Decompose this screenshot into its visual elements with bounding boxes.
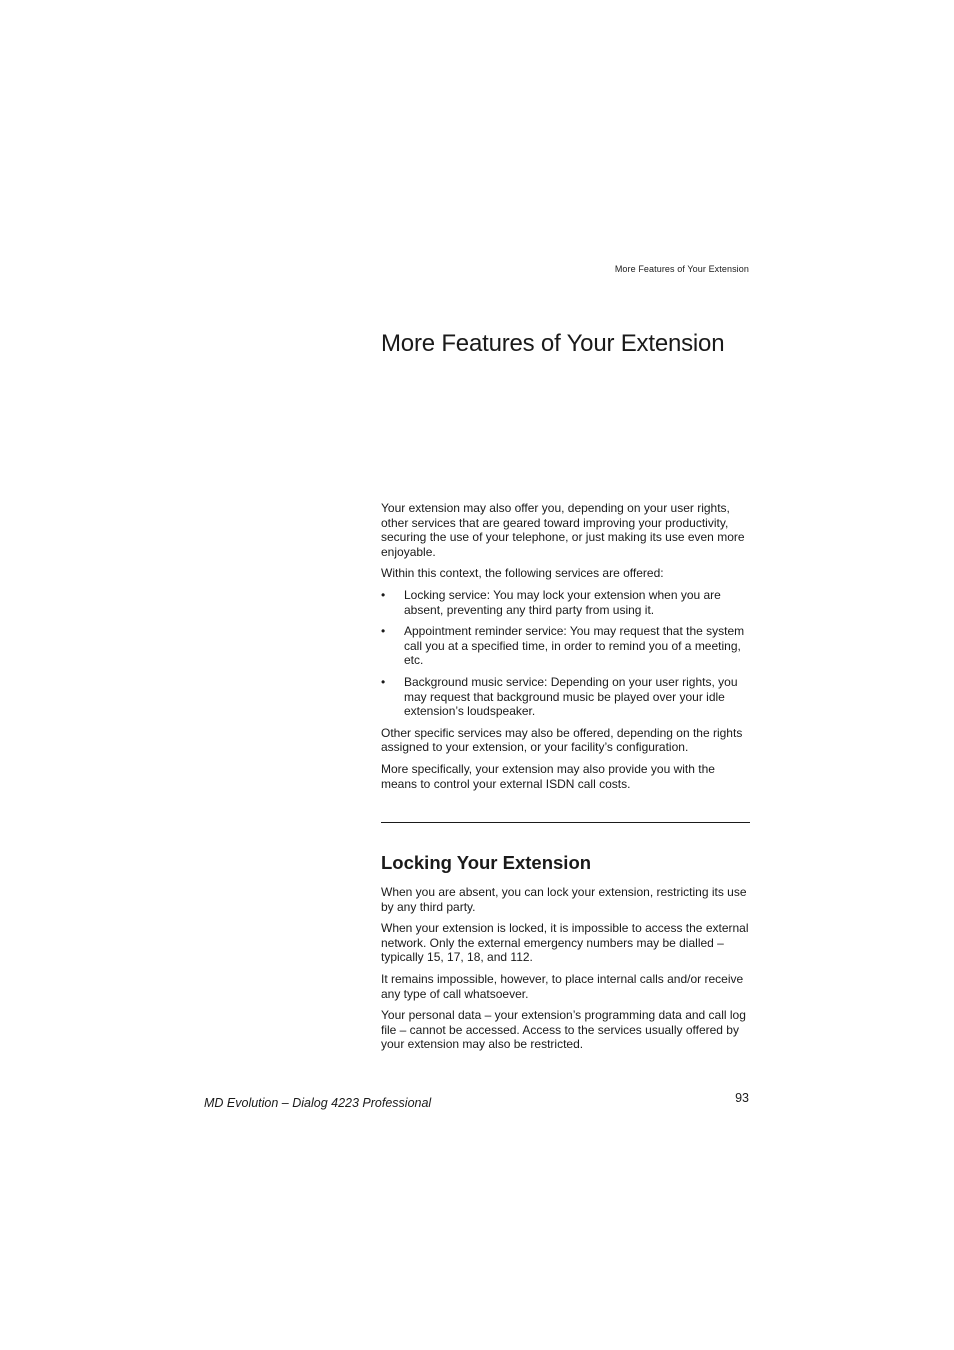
services-list — [381, 588, 751, 719]
intro-paragraph: Within this context, the following services are offered: — [381, 566, 664, 581]
section-heading: Locking Your Extension — [381, 852, 592, 873]
service-item-locking — [381, 588, 751, 617]
footer-product-title: MD Evolution – Dialog 4223 Professional — [204, 1096, 432, 1110]
section-divider — [381, 822, 750, 823]
locking-section-body — [381, 885, 751, 1059]
service-item-text: Appointment reminder service: You may request that the system call you at a specified time, in order to remind you of a meeting, etc. — [404, 624, 745, 668]
closing-paragraph: Other specific services may also be offered, depending on the rights assigned to your extension, or your facility’s configuration. — [381, 725, 743, 755]
bullet-icon: • — [381, 587, 386, 602]
running-header: More Features of Your Extension — [614, 264, 749, 274]
closing-paragraph: More specifically, your extension may also provide you with the means to control your external ISDN call costs. — [381, 761, 715, 791]
service-item-text: Background music service: Depending on your user rights, you may request that background music be played over your idle extension’s loudspeaker. — [404, 674, 738, 719]
page-title: More Features of Your Extension — [381, 330, 725, 357]
bullet-icon: • — [381, 624, 386, 639]
section-paragraph: It remains impossible, however, to place internal calls and/or receive any type of call whatsoever. — [381, 971, 744, 1001]
section-paragraph: When you are absent, you can lock your extension, restricting its use by any third party. — [381, 885, 747, 914]
bullet-icon: • — [381, 674, 386, 689]
section-paragraph: When your extension is locked, it is impossible to access the external network. Only the external emergency numbers may be dialled – typically 15, 17, 18, and 112. — [381, 921, 749, 965]
service-item-text: Locking service: You may lock your extension when you are absent, preventing any third party from using it. — [404, 587, 721, 617]
intro-paragraph: Your extension may also offer you, depending on your user rights, other services that are geared toward improving your productivity, securing the use of your telephone, or just making its use even more enjoyable. — [381, 501, 745, 559]
section-paragraph: Your personal data – your extension’s programming data and call log file – cannot be accessed. Access to the services usually offered by your extension may also be restricted. — [381, 1008, 746, 1052]
page-number: 93 — [735, 1091, 749, 1105]
service-item-appointment-reminder — [381, 624, 751, 668]
intro-section — [381, 501, 751, 798]
service-item-background-music — [381, 675, 751, 719]
